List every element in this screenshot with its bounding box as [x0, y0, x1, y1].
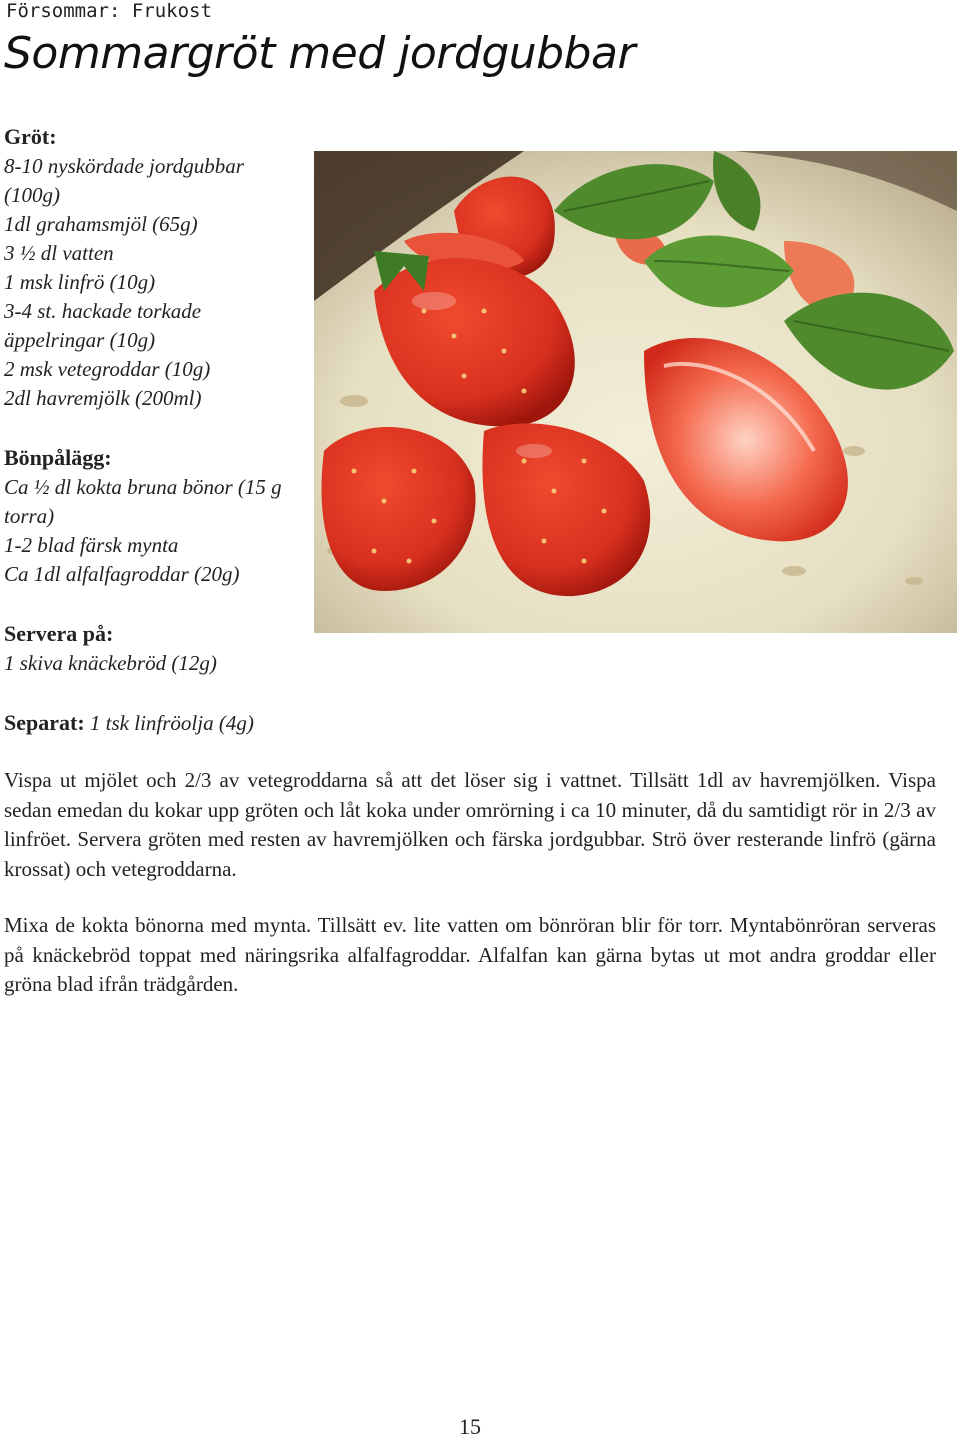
ingredient-item: 1dl grahamsmjöl (65g): [4, 212, 198, 236]
ingredient-item: 2 msk vetegroddar (10g): [4, 357, 211, 381]
section-label: Försommar: Frukost: [6, 0, 212, 22]
ingredient-item: 3-4 st. hackade torkade äppelringar (10g): [4, 299, 202, 352]
ingredient-item: 3 ½ dl vatten: [4, 241, 114, 265]
ingredient-item: Ca ½ dl kokta bruna bönor (15 g torra): [4, 475, 282, 528]
ingredient-item: 1 skiva knäckebröd (12g): [4, 651, 217, 675]
separat-line: [4, 708, 304, 738]
group-heading: Servera på:: [4, 621, 114, 646]
ingredient-item: 1 msk linfrö (10g): [4, 270, 156, 294]
ingredient-item: 1-2 blad färsk mynta: [4, 533, 179, 557]
separat-heading: Separat:: [4, 710, 85, 735]
group-heading: Gröt:: [4, 124, 57, 149]
page-number: 15: [459, 1414, 481, 1439]
ingredient-group-bonpalagg: [4, 443, 304, 589]
instruction-paragraph: Mixa de kokta bönorna med mynta. Tillsätt ev. lite vatten om bönröran blir för torr. Myntabönröran serveras på knäckebröd toppat med näringsrika alfalfagroddar. Alfalfan kan gärna bytas ut mot andra groddar eller gröna blad ifrån trädgården.: [4, 913, 936, 996]
recipe-photo: [314, 151, 957, 633]
ingredient-group-servera: [4, 619, 304, 678]
ingredient-group-grot: [4, 122, 304, 413]
separat-value: 1 tsk linfröolja (4g): [84, 711, 254, 735]
ingredient-item: 2dl havremjölk (200ml): [4, 386, 202, 410]
ingredient-item: Ca 1dl alfalfagroddar (20g): [4, 562, 240, 586]
ingredient-item: 8-10 nyskördade jordgubbar (100g): [4, 154, 244, 207]
instruction-paragraph: Vispa ut mjölet och 2/3 av vetegroddarna så att det löser sig i vattnet. Tillsätt 1dl av havremjölken. Vispa sedan emedan du kokar upp gröten och låt koka under omrörning i ca 10 minuter, då du samtidigt rör in 2/3 av linfröet. Servera gröten med resten av havremjölken och färska jordgubbar. Strö över resterande linfrö (gärna krossat) och vetegroddarna.: [4, 768, 936, 881]
recipe-title: Sommargröt med jordgubbar: [4, 28, 636, 79]
group-heading: Bönpålägg:: [4, 445, 112, 470]
ingredients-list: [4, 122, 304, 738]
instructions: [4, 766, 936, 1027]
